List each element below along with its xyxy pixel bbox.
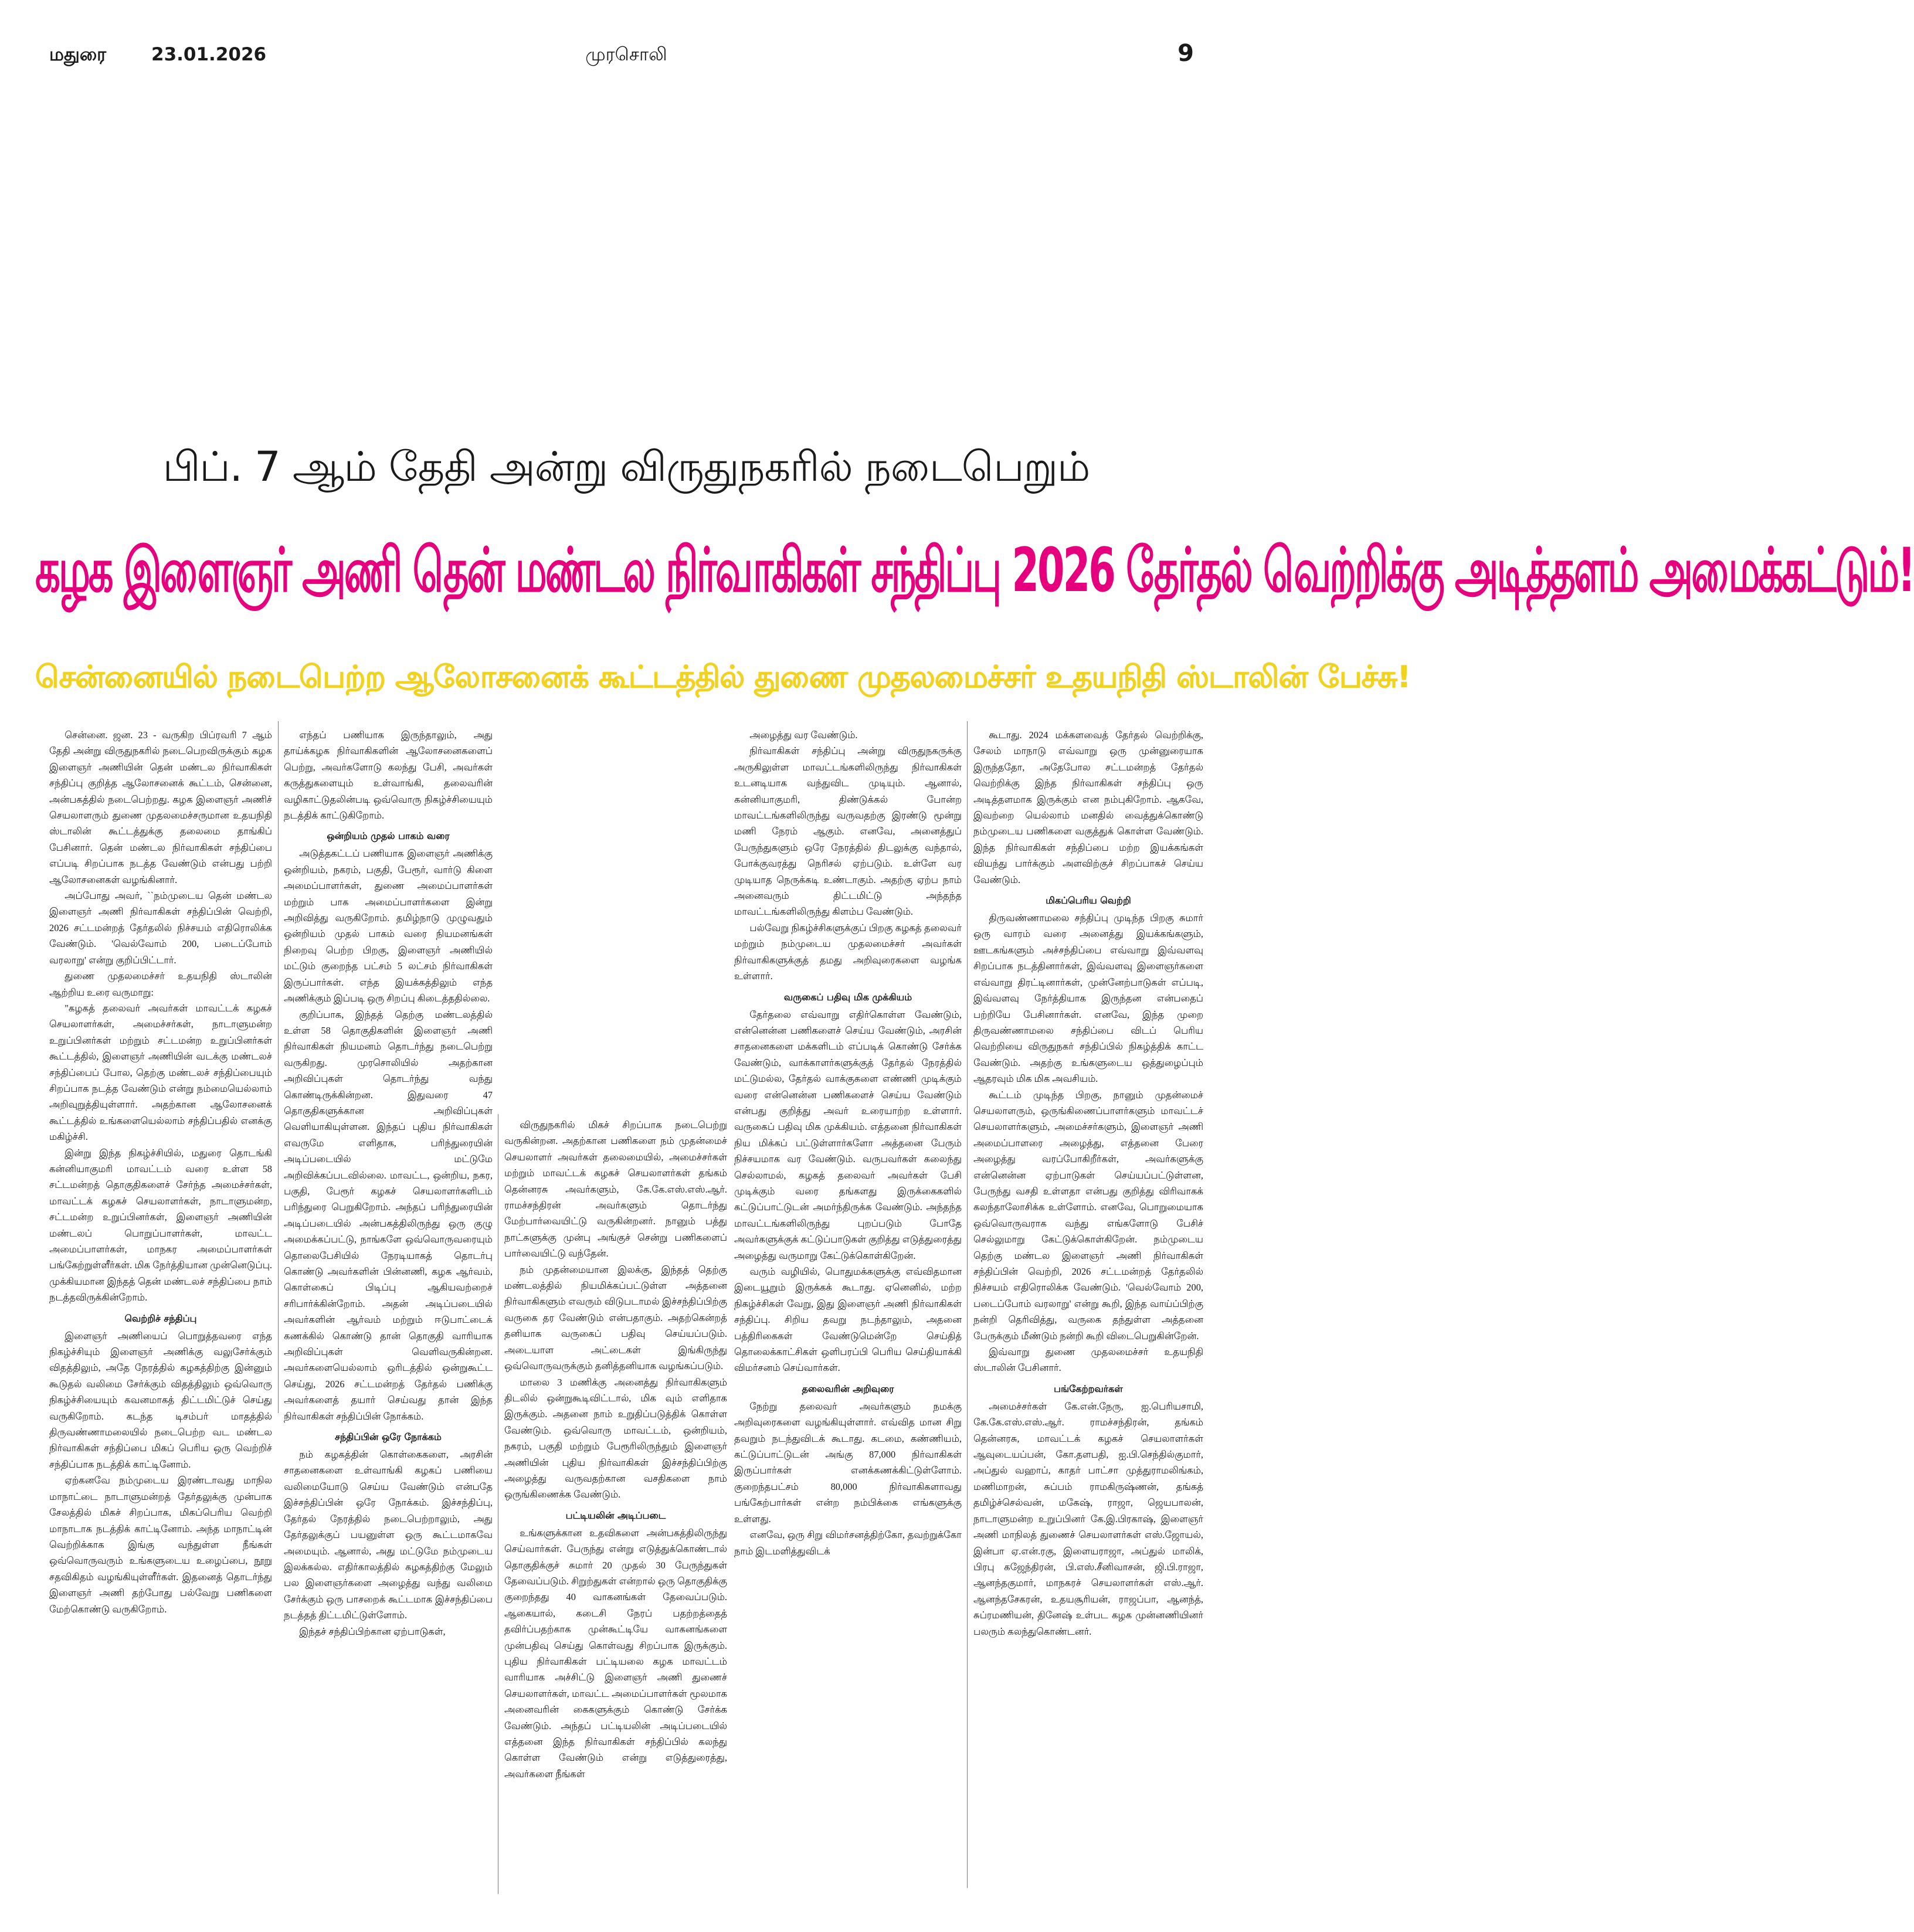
edition-city: மதுரை bbox=[49, 44, 107, 65]
paragraph: எந்தப் பணியாக இருந்தாலும், அது தாய்க்கழக நிர்வாகிகளின் ஆலோசனைகளைப் பெற்று, அவர்களோடு கலந்து பேசி, அவர்கள் கருத்துகளையும் உள்வாங்கி, தலைவரின் வழிகாட்டுதலின்படி ஒவ்வொரு நிகழ்ச்சியையும் நடத்திக் காட்டுகிறோம். bbox=[284, 729, 493, 821]
paragraph: அமைச்சர்கள் கே.என்.நேரு, ஐ.பெரியசாமி, கே.கே.எஸ்.எஸ்.ஆர். ராமச்சந்திரன், தங்கம் தென்னரசு, மாவட்டக் கழகச் செயலாளர்கள் ஆவுடையப்பன், கோ.தளபதி, ஐ.பி.செந்தில்குமார், அப்துல் வஹாப், காதர் பாட்சா முத்துராமலிங்கம், மணிமாறன், சுப்பம் ராமகிருஷ்ணன், தங்கத் தமிழ்ச்செல்வன், மகேஷ், ராஜா, ஜெயபாலன், நாடாளுமன்ற உறுப்பினர் கே.இ.பிரகாஷ், இளைஞர் அணி மாநிலத் துணைச் செயலாளர்கள் எஸ்.ஜோயல், இன்பா ஏ.என்.ரகு, இளையராஜா, அப்துல் மாலிக், பிரபு கஜேந்திரன், பி.எஸ்.சீனிவாசன், ஜி.பி.ராஜா, ஆனந்தகுமார், மாநகரச் செயலாளர்கள் எஸ்.ஆர். ஆனந்தசேகரன், உதயசூரியன், ராஜப்பா, ஆனந்த், சுப்ரமணியன், தினேஷ் உள்பட கழக முன்னணியினர் பலரும் கலந்துகொண்டனர். bbox=[973, 1400, 1203, 1637]
article-column-1 bbox=[49, 727, 272, 1900]
paragraph: திருவண்ணாமலை சந்திப்பு முடிந்த பிறகு சுமார் ஒரு வாரம் வரை அனைத்து இயக்கங்களும், ஊடகங்களும் அச்சந்திப்பை எவ்வாறு இவ்வளவு சிறப்பாக நடத்தினார்கள், இவ்வளவு இளைஞர்களை எவ்வாறு திரட்டினார்கள், முன்னேற்பாடுகள் எப்படி, இவ்வளவு நேர்த்தியாக இருந்தன என்பதைப் பற்றியே பேசினார்கள். எனவே, இந்த முறை திருவண்ணாமலை சந்திப்பை விடப் பெரிய வெற்றியை விருதுநகர் சந்திப்பில் நிகழ்த்திக் காட்ட வேண்டும். அதற்கு உங்களுடைய ஒத்துழைப்பும் ஆதரவும் மிக மிக அவசியம். bbox=[973, 912, 1203, 1085]
paragraph: கூடாது. 2024 மக்களவைத் தேர்தல் வெற்றிக்கு, சேலம் மாநாடு எவ்வாறு ஒரு முன்னுரையாக இருந்ததோ, அதேபோல சட்டமன்றத் தேர்தல் வெற்றிக்கு இந்த நிர்வாகிகள் சந்திப்பு ஒரு அடித்தளமாக இருக்கும் என நம்புகிறோம். ஆகவே, இவற்றை யெல்லாம் மனதில் வைத்துக்கொண்டு நம்முடைய பணிகளை வகுத்துக் கொள்ள வேண்டும். இந்த நிர்வாகிகள் சந்திப்பை மற்ற இயக்கங்கள் வியந்து பார்க்கும் அளவிற்குச் சிறப்பாகச் செய்ய வேண்டும். bbox=[973, 729, 1203, 885]
paragraph: அடுத்தகட்டப் பணியாக இளைஞர் அணிக்கு ஒன்றியம், நகரம், பகுதி, பேரூர், வார்டு கிளை அமைப்பாளர்கள், துணை அமைப்பாளர்கள் மற்றும் பாக அமைப்பாளர்களை இன்று அறிவித்து வருகிறோம். தமிழ்நாடு முழுவதும் ஒன்றியம் முதல் பாகம் வரை நியமனங்கள் நிறைவு பெற்ற பிறகு, இளைஞர் அணியில் மட்டும் குறைந்த பட்சம் 5 லட்சம் நிர்வாகிகள் இருப்பார்கள். எந்த இயக்கத்திலும் எந்த அணிக்கும் இப்படி ஒரு சிறப்பு கிடைத்ததில்லை. bbox=[284, 848, 493, 1004]
paragraph: விருதுநகரில் மிகச் சிறப்பாக நடைபெற்று வருகின்றன. அதற்கான பணிகளை நம் முதன்மைச் செயலாளர் அவர்கள் தலைமையில், அமைச்சர்கள் மற்றும் மாவட்டக் கழகச் செயலாளர்கள் தங்கம் தென்னரசு அவர்களும், கே.கே.எஸ்.எஸ்.ஆர். ராமச்சந்திரன் அவர்களும் தொடர்ந்து மேற்பார்வையிட்டு வருகின்றனர். நானும் பத்து நாட்களுக்கு முன்பு அங்குச் சென்று பணிகளைப் பார்வையிட்டு வந்தேன். bbox=[504, 1119, 727, 1259]
section-subheading: தலைவரின் அறிவுரை bbox=[802, 1383, 894, 1394]
article-column-4 bbox=[734, 727, 962, 1900]
article-subhead: சென்னையில் நடைபெற்ற ஆலோசனைக் கூட்டத்தில் துணை முதலமைச்சர் உதயநிதி ஸ்டாலின் பேச்சு! bbox=[35, 660, 1411, 695]
paragraph: தேர்தலை எவ்வாறு எதிர்கொள்ள வேண்டும், என்னென்ன பணிகளைச் செய்ய வேண்டும், அரசின் சாதனைகளை மக்களிடம் எப்படிக் கொண்டு சேர்க்க வேண்டும், வாக்காளர்களுக்குத் தேர்தல் நேரத்தில் மட்டுமல்ல, தேர்தல் வாக்குகளை எண்ணி முடிக்கும் வரை என்னென்ன பணிகளைச் செய்ய வேண்டும் என்பது குறித்து அவர் உரையாற்ற உள்ளார். வருகைப் பதிவு மிக முக்கியம். எத்தனை நிர்வாகிகள் நிய மிக்கப் பட்டுள்ளார்களோ அத்தனை பேரும் நிச்சயமாக வர வேண்டும். வருபவர்கள் கலைந்து செல்லாமல், கழகத் தலைவர் அவர்கள் பேசி முடிக்கும் வரை தங்களது இருக்கைகளில் கட்டுப்பாட்டுடன் அமர்ந்திருக்க வேண்டும். அந்தந்த மாவட்டங்களிலிருந்து புறப்படும் போதே அவர்களுக்குக் கட்டுப்பாடுகள் குறித்து எடுத்துரைத்து அழைத்து வருமாறு கேட்டுக்கொள்கிறேன். bbox=[734, 1009, 962, 1261]
paragraph: அப்போது அவர், ``நம்முடைய தென் மண்டல இளைஞர் அணி நிர்வாகிகள் சந்திப்பின் வெற்றி, 2026 சட்டமன்றத் தேர்தலில் நிச்சயம் எதிரொலிக்க வேண்டும். 'வெல்வோம் 200, படைப்போம் வரலாறு' என்று குறிப்பிட்டார். bbox=[49, 890, 272, 966]
article-headline: கழக இளைஞர் அணி தென் மண்டல நிர்வாகிகள் சந்திப்பு 2026 தேர்தல் வெற்றிக்கு அடித்தளம் அமைக்கட்டும்! bbox=[35, 535, 1914, 606]
page-number: 9 bbox=[1177, 40, 1194, 67]
section-subheading: பங்கேற்றவர்கள் bbox=[1054, 1383, 1123, 1394]
paragraph: நேற்று தலைவர் அவர்களும் நமக்கு அறிவுரைகளை வழங்கியுள்ளார். எவ்வித மான சிறு தவறும் நடந்துவிடக் கூடாது. கடமை, கண்ணியம், கட்டுப்பாட்டுடன் அங்கு 87,000 நிர்வாகிகள் இருப்பார்கள் எனக்கணக்கிட்டுள்ளோம். குறைந்தபட்சம் 80,000 நிர்வாகிகளாவது பங்கேற்பார்கள் என்ற நம்பிக்கை எங்களுக்கு உள்ளது. bbox=[734, 1400, 962, 1524]
paragraph: நிர்வாகிகள் சந்திப்பு அன்று விருதுநகருக்கு அருகிலுள்ள மாவட்டங்களிலிருந்து நிர்வாகிகள் உடனடியாக வந்துவிட முடியும். ஆனால், கன்னியாகுமரி, திண்டுக்கல் போன்ற மாவட்டங்களிலிருந்து வருவதற்கு இரண்டு மூன்று மணி நேரம் ஆகும். எனவே, அனைத்துப் பேருந்துகளும் ஒரே நேரத்தில் திடலுக்கு வந்தால், போக்குவரத்து நெரிசல் ஏற்படும். உள்ளே வர முடியாத நெருக்கடி உண்டாகும். அதற்கு ஏற்ப நாம் அனைவரும் திட்டமிட்டு அந்தந்த மாவட்டங்களிலிருந்து கிளம்ப வேண்டும். bbox=[734, 745, 962, 918]
article-column-2 bbox=[284, 727, 493, 1900]
column-rule bbox=[278, 721, 279, 1413]
paragraph: எனவே, ஒரு சிறு விமர்சனத்திற்கோ, தவற்றுக்கோ நாம் இடமளித்துவிடக் bbox=[734, 1529, 962, 1557]
paragraph: ஏற்கனவே நம்முடைய இரண்டாவது மாநில மாநாட்டை நாடாளுமன்றத் தேர்தலுக்கு முன்பாக சேலத்தில் மிகச் சிறப்பாக, மிகப்பெரிய வெற்றி மாநாடாக நடத்திக் காட்டினோம். அந்த மாநாட்டின் வெற்றிக்காக இங்கு வந்துள்ள நீங்கள் ஒவ்வொருவரும் உங்களுடைய உழைப்பை, நூறு சதவிகிதம் வழங்கியுள்ளீர்கள். இதனைத் தொடர்ந்து இளைஞர் அணி தற்போது பல்வேறு பணிகளை மேற்கொண்டு வருகிறோம். bbox=[49, 1475, 272, 1615]
section-subheading: பட்டியலின் அடிப்படை bbox=[565, 1509, 666, 1521]
paragraph: குறிப்பாக, இந்தத் தெற்கு மண்டலத்தில் உள்ள 58 தொகுதிகளின் இளைஞர் அணி நிர்வாகிகள் நியமனம் தொடர்ந்து நடைபெற்று வருகிறது. முரசொலியில் அதற்கான அறிவிப்புகள் தொடர்ந்து வந்து கொண்டிருக்கின்றன. இதுவரை 47 தொகுதிகளுக்கான அறிவிப்புகள் வெளியாகியுள்ளன. இந்தப் புதிய நிர்வாகிகள் எவருமே எளிதாக, பரிந்துரையின் அடிப்படையில் மட்டுமே அறிவிக்கப்படவில்லை. மாவட்ட, ஒன்றிய, நகர, பகுதி, பேரூர் கழகச் செயலாளர்களிடம் பரிந்துரை பெறுகிறோம். அந்தப் பரிந்துரையின் அடிப்படையில் அன்பகத்திலிருந்து ஒரு குழு அமைக்கப்பட்டு, நாங்களே ஒவ்வொருவரையும் தொலைபேசியில் நேரடியாகத் தொடர்பு கொண்டு அவர்களின் பின்னணி, கழக ஆர்வம், கொள்கைப் பிடிப்பு ஆகியவற்றைச் சரிபார்க்கின்றோம். அதன் அடிப்படையில் அவர்களின் ஆர்வம் மற்றும் ஈடுபாட்டைக் கணக்கில் கொண்டு தான் தொகுதி வாரியாக அறிவிப்புகள் வெளிவருகின்றன. அவர்களையெல்லாம் ஒரிடத்தில் ஒன்றுகூட்ட செய்து, 2026 சட்டமன்றத் தேர்தல் பணிக்கு அவர்களைத் தயார் செய்வது தான் இந்த நிர்வாகிகள் சந்திப்பின் நோக்கம். bbox=[284, 1009, 493, 1422]
paragraph: கூட்டம் முடிந்த பிறகு, நானும் முதன்மைச் செயலாளரும், ஒருங்கிணைப்பாளர்களும் மாவட்டச் செயலாளர்களும், அமைச்சர்களும், இளைஞர் அணி அமைப்பாளரை அழைத்து, எத்தனை பேரை அழைத்து வரப்போகிறீர்கள், அவர்களுக்கு என்னென்ன ஏற்பாடுகள் செய்யப்பட்டுள்ளன, பேருந்து வசதி உள்ளதா என்பது குறித்து விரிவாகக் கலந்தாலோசிக்க உள்ளோம். எனவே, பொறுமையாக ஒவ்வொருவராக வந்து எங்களோடு பேசிச் செல்லுமாறு கேட்டுக்கொள்கிறேன். நம்முடைய தெற்கு மண்டல இளைஞர் அணி நிர்வாகிகள் சந்திப்பின் வெற்றி, 2026 சட்டமன்றத் தேர்தலில் நிச்சயம் எதிரொலிக்க வேண்டும். 'வெல்வோம் 200, படைப்போம் வரலாறு' என்று கூறி, இந்த வாய்ப்பிற்கு நன்றி தெரிவித்து, வருகை தந்துள்ள அத்தனை பேருக்கும் மீண்டும் நன்றி கூறி விடைபெறுகின்றேன். bbox=[973, 1089, 1203, 1342]
article-kicker: பிப். 7 ஆம் தேதி அன்று விருதுநகரில் நடைபெறும் bbox=[162, 443, 1090, 491]
paragraph: சென்னை. ஜன. 23 - வருகிற பிப்ரவரி 7 ஆம் தேதி அன்று விருதுநகரில் நடைபெறவிருக்கும் கழக இளைஞர் அணியின் தென் மண்டல நிர்வாகிகள் சந்திப்பு குறித்த ஆலோசனைக் கூட்டம், சென்னை, அன்பகத்தில் நடைபெற்றது. கழக இளைஞர் அணிச் செயலாளரும் துணை முதலமைச்சருமான உதயநிதி ஸ்டாலின் கூட்டத்துக்கு தலைமை தாங்கிப் பேசினார். தென் மண்டல நிர்வாகிகள் சந்திப்பை எப்படி சிறப்பாக நடத்த வேண்டும் என்பது பற்றி ஆலோசனைகள் வழங்கினார். bbox=[49, 729, 272, 885]
paragraph: இந்தச் சந்திப்பிற்கான ஏற்பாடுகள், bbox=[299, 1625, 446, 1637]
section-subheading: சந்திப்பின் ஒரே நோக்கம் bbox=[335, 1431, 442, 1443]
section-subheading: வெற்றிச் சந்திப்பு bbox=[124, 1312, 197, 1324]
paragraph: உங்களுக்கான உதவிகளை அன்பகத்திலிருந்து செய்வார்கள். பேருந்து என்று எடுத்துக்கொண்டால் தொகுதிக்குச் சுமார் 20 முதல் 30 பேருந்துகள் தேவைப்படும். சிறுற்துகள் என்றால் ஒரு தொகுதிக்கு குறைந்தது 40 வாகனங்கள் தேவைப்படும். ஆகையால், கடைசி நேரப் பதற்றத்தைத் தவிர்ப்பதற்காக முன்கூட்டியே வாகனங்களை முன்பதிவு செய்து கொள்வது சிறப்பாக இருக்கும். புதிய நிர்வாகிகள் பட்டியலை கழக மாவட்டம் வாரியாக அச்சிட்டு இளைஞர் அணி துணைச் செயலாளர்கள், மாவட்ட அமைப்பாளர்கள் மூலமாக அனைவரின் கைகளுக்கும் கொண்டு சேர்க்க வேண்டும். அந்தப் பட்டியலின் அடிப்படையில் எத்தனை இந்த நிர்வாகிகள் சந்திப்பில் கலந்து கொள்ள வேண்டும் என்று எடுத்துரைத்து, அவர்களை நீங்கள் bbox=[504, 1527, 727, 1780]
newspaper-name: முரசொலி bbox=[585, 44, 667, 65]
column-rule bbox=[967, 721, 968, 1888]
section-subheading: வருகைப் பதிவு மிக முக்கியம் bbox=[783, 991, 912, 1003]
paragraph: அழைத்து வர வேண்டும். bbox=[749, 729, 858, 741]
paragraph: மாலை 3 மணிக்கு அனைத்து நிர்வாகிகளும் திடலில் ஒன்றுகூடிவிட்டால், மிக வும் எளிதாக இருக்கும். அதனை நாம் உறுதிப்படுத்திக் கொள்ள வேண்டும். ஒவ்வொரு மாவட்டம், ஒன்றியம், நகரம், பகுதி மற்றும் பேரூரிலிருந்தும் இளைஞர் அணியின் புதிய நிர்வாகிகள் இச்சந்திப்பிற்கு அழைத்து வருவதற்கான வசதிகளை நாம் ஒருங்கிணைக்க வேண்டும். bbox=[504, 1376, 727, 1500]
paragraph: இளைஞர் அணியைப் பொறுத்தவரை எந்த நிகழ்ச்சியும் இளைஞர் அணிக்கு வலுசேர்க்கும் விதத்திலும், அதே நேரத்தில் கழகத்திற்கு இன்னும் கூடுதல் வலிமை சேர்க்கும் விதத்திலும் ஒவ்வொரு நிகழ்ச்சியையும் கவனமாகத் திட்டமிட்டுச் செய்து வருகிறோம். கடந்த டிசம்பர் மாதத்தில் திருவண்ணாமலையில் நடைபெற்ற வட மண்டல நிர்வாகிகள் சந்திப்பை மிகப் பெரிய ஒரு வெற்றிச் சந்திப்பாக நடத்திக் காட்டினோம். bbox=[49, 1330, 272, 1470]
article-column-3 bbox=[504, 1117, 727, 1900]
paragraph: இன்று இந்த நிகழ்ச்சியில், மதுரை தொடங்கி கன்னியாகுமரி மாவட்டம் வரை உள்ள 58 சட்டமன்றத் தொகுதிகளைச் சேர்ந்த அமைச்சர்கள், மாவட்டக் கழகச் செயலாளர்கள், நாடாளுமன்ற, சட்டமன்ற உறுப்பினர்கள், இளைஞர் அணியின் மண்டலப் பொறுப்பாளர்கள், மாவட்ட அமைப்பாளர்கள், மாநகர அமைப்பாளர்கள் பங்கேற்றுள்ளீர்கள். மிக நேர்த்தியான முன்னெடுப்பு. முக்கியமான இந்தத் தென் மண்டலச் சந்திப்பை நாம் நடத்தவிருக்கின்றோம். bbox=[49, 1147, 272, 1303]
paragraph: "கழகத் தலைவர் அவர்கள் மாவட்டக் கழகச் செயலாளர்கள், அமைச்சர்கள், நாடாளுமன்ற உறுப்பினர்கள் மற்றும் சட்டமன்ற உறுப்பினர்கள் கூட்டத்தில், இளைஞர் அணியின் வடக்கு மண்டலச் சந்திப்பைப் போல, தெற்கு மண்டலச் சந்திப்பையும் சிறப்பாக நடத்த வேண்டும் என்று நம்மையெல்லாம் அறிவுறுத்தியுள்ளார். அதற்கான ஆலோசனைக் கூட்டத்தில் உங்களையெல்லாம் சந்திப்பதில் எனக்கு மகிழ்ச்சி. bbox=[49, 1002, 272, 1143]
section-subheading: மிகப்பெரிய வெற்றி bbox=[1046, 895, 1131, 906]
paragraph: பல்வேறு நிகழ்ச்சிகளுக்குப் பிறகு கழகத் தலைவர் மற்றும் நம்முடைய முதலமைச்சர் அவர்கள் நிர்வாகிகளுக்குத் தமது அறிவுரைகளை வழங்க உள்ளார். bbox=[734, 922, 962, 982]
paragraph: நம் முதன்மையான இலக்கு, இந்தத் தெற்கு மண்டலத்தில் நியமிக்கப்பட்டுள்ள அத்தனை நிர்வாகிகளும் எவரும் விடுபடாமல் இச்சந்திப்பிற்கு வருகை தர வேண்டும் என்பதாகும். அதற்கென்றத் தனியாக வருகைப் பதிவு செய்யப்படும். அடையாள அட்டைகள் இங்கிருந்து ஒவ்வொருவருக்கும் தனித்தனியாக வழங்கப்படும். bbox=[504, 1264, 727, 1372]
section-subheading: ஒன்றியம் முதல் பாகம் வரை bbox=[327, 830, 450, 842]
article-column-5 bbox=[973, 727, 1203, 1900]
paragraph: துணை முதலமைச்சர் உதயநிதி ஸ்டாலின் ஆற்றிய உரை வருமாறு: bbox=[49, 970, 272, 998]
paragraph: நம் கழகத்தின் கொள்கைகளை, அரசின் சாதனைகளை உள்வாங்கி கழகப் பணியை வலிமையோடு செய்ய வேண்டும் என்பதே இச்சந்திப்பின் ஒரே நோக்கம். இச்சந்திப்பு, தேர்தல் நேரத்தில் நடைபெற்றாலும், அது தேர்தலுக்குப் பயனுள்ள ஒரு கூட்டமாகவே அமையும். ஆனால், அது மட்டுமே நம்முடைய இலக்கல்ல. எதிர்காலத்தில் கழகத்திற்கு மேலும் பல இளைஞர்களை அழைத்து வந்து வலிமை சேர்க்கும் ஒரு பாசறைக் கூட்டமாக இச்சந்திப்பை நடத்தத் திட்டமிட்டுள்ளோம். bbox=[284, 1449, 493, 1621]
paragraph: வரும் வழியில், பொதுமக்களுக்கு எவ்விதமான இடையூறும் இருக்கக் கூடாது. ஏனெனில், மற்ற நிகழ்ச்சிகள் வேறு, இது இளைஞர் அணி நிர்வாகிகள் சந்திப்பு. சிறிய தவறு நடந்தாலும், அதனை பத்திரிகைகள் வேண்டுமென்றே செய்தித் தொலைக்காட்சிகள் ஒளிபரப்பி பெரிய செய்தியாக்கி விமர்சனம் செய்வார்கள். bbox=[734, 1266, 962, 1374]
edition-date: 23.01.2026 bbox=[151, 44, 267, 65]
paragraph: இவ்வாறு துணை முதலமைச்சர் உதயநிதி ஸ்டாலின் பேசினார். bbox=[973, 1346, 1203, 1374]
